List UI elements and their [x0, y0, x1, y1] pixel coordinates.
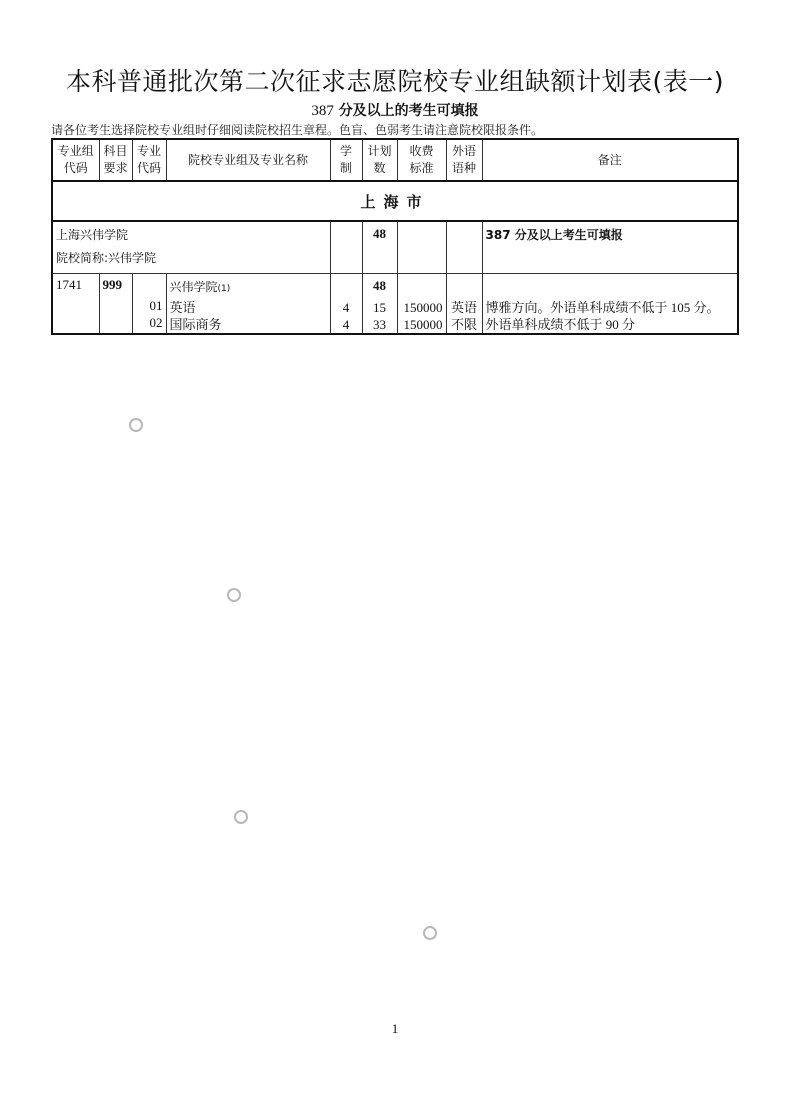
major-fee: 150000	[403, 316, 443, 332]
school-row	[52, 221, 738, 273]
major-years: 4	[342, 299, 350, 315]
scan-mark-icon	[129, 418, 143, 432]
group-code: 1741	[52, 273, 99, 334]
city-row	[52, 181, 738, 221]
city-name: 上海市	[52, 181, 738, 221]
header-language: 外语 语种	[446, 139, 482, 181]
major-fee: 150000	[403, 299, 443, 315]
header-plan: 计划 数	[362, 139, 397, 181]
header-major-code: 专业 代码	[132, 139, 166, 181]
header-subject: 科目 要求	[99, 139, 132, 181]
major-language: 不限	[450, 316, 477, 332]
group-subject: 999	[99, 273, 132, 334]
notice-text: 请各位考生选择院校专业组时仔细阅读院校招生章程。色盲、色弱考生请注意院校限报条件。	[51, 123, 544, 137]
header-group-code: 专业组 代码	[52, 139, 99, 181]
school-short-name: 院校简称:兴伟学院	[56, 251, 157, 265]
group-row: 1741 999 01 02 兴伟学院(1) 英语 国际商务 4 4 48 15 33 150000 150000 英语 不限 博雅方向。外语单科成绩不低于 105 分。 外语单科成绩不低于 90 分	[52, 273, 738, 334]
scan-mark-icon	[227, 588, 241, 602]
table-header-row	[52, 139, 738, 181]
subtitle-score: 387	[311, 103, 334, 119]
header-name: 院校专业组及专业名称	[166, 139, 330, 181]
scan-mark-icon	[234, 810, 248, 824]
major-remark: 外语单科成绩不低于 90 分	[485, 316, 636, 332]
page-title: 本科普通批次第二次征求志愿院校专业组缺额计划表(表一)	[65, 67, 724, 96]
header-years: 学 制	[330, 139, 362, 181]
plan-table	[51, 138, 739, 335]
school-remark: 387 分及以上考生可填报	[482, 221, 738, 273]
major-remark: 博雅方向。外语单科成绩不低于 105 分。	[485, 299, 720, 315]
major-code: 02	[149, 314, 163, 330]
subtitle	[0, 100, 790, 120]
major-name: 国际商务	[169, 316, 222, 332]
scan-mark-icon	[423, 926, 437, 940]
major-years: 4	[342, 316, 350, 332]
major-language: 英语	[450, 299, 477, 315]
subtitle-text: 分及以上的考生可填报	[338, 103, 479, 119]
header-fee: 收费 标准	[397, 139, 446, 181]
group-plan: 48	[373, 277, 386, 293]
major-code: 01	[149, 297, 163, 313]
major-plan: 15	[373, 299, 386, 315]
major-plan: 33	[373, 316, 386, 332]
major-name: 英语	[169, 299, 196, 315]
school-plan: 48	[362, 221, 397, 273]
school-name: 上海兴伟学院	[56, 228, 129, 242]
header-remark: 备注	[482, 139, 738, 181]
group-name: 兴伟学院	[169, 279, 218, 294]
page-number: 1	[391, 1021, 399, 1036]
